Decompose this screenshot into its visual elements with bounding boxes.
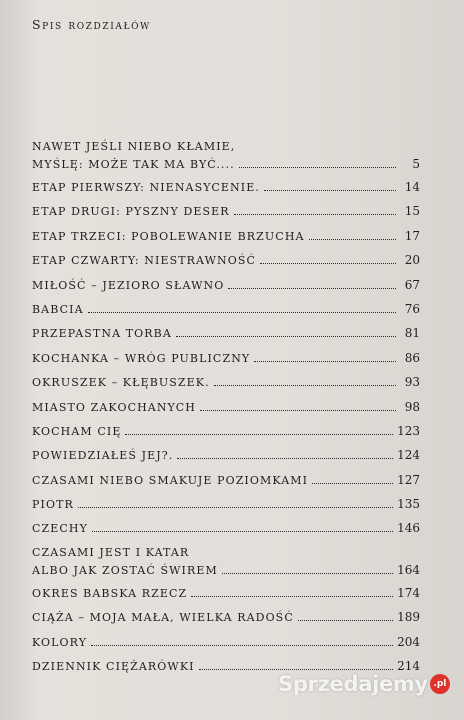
leader-dots: [239, 161, 396, 168]
toc-entry-title: POWIEDZIAŁEŚ JEJ?.: [32, 449, 174, 463]
toc-entry-title: ETAP CZWARTY: NIESTRAWNOŚĆ: [32, 254, 257, 268]
toc-entry: [32, 351, 420, 375]
toc-entry: [32, 610, 420, 634]
toc-entry: [32, 521, 420, 545]
leader-dots: [222, 567, 393, 574]
leader-dots: [176, 330, 396, 337]
watermark-text: Sprzedajemy: [278, 672, 428, 696]
toc-entry-page: 5: [412, 157, 420, 171]
toc-entry: [32, 424, 420, 448]
toc-entry-title: PIOTR: [32, 498, 74, 512]
toc-entry-page: 127: [397, 472, 420, 487]
toc-entry-page: 214: [397, 659, 420, 674]
toc-entry-title: KOCHAM CIĘ: [32, 424, 122, 438]
toc-entry-title: NAWET JEŚLI NIEBO KŁAMIE,: [32, 140, 236, 153]
toc-entry: [32, 180, 420, 204]
leader-dots: [177, 452, 393, 459]
toc-entry: [32, 448, 420, 472]
toc-entry-page: 17: [404, 228, 420, 243]
toc-entry: [32, 586, 420, 610]
toc-entry-title: ETAP DRUGI: PYSZNY DESER: [32, 205, 230, 219]
toc-entry-page: 81: [404, 326, 420, 341]
leader-dots: [91, 639, 393, 646]
toc-entry: [32, 253, 420, 277]
toc-heading: Spis rozdziałów: [32, 17, 151, 32]
leader-dots: [88, 306, 396, 313]
toc-entry-title: OKRES BABSKA RZECZ: [32, 586, 188, 600]
toc-entry: [32, 473, 420, 497]
toc-entry-page: 189: [397, 610, 420, 625]
leader-dots: [254, 355, 396, 362]
toc-entry-page: 86: [404, 350, 420, 365]
leader-dots: [125, 428, 393, 435]
toc-entry: [32, 546, 420, 586]
toc-entry-title: MIASTO ZAKOCHANYCH: [32, 400, 196, 414]
toc-entry-page: 93: [404, 375, 420, 390]
leader-dots: [264, 184, 396, 191]
leader-dots: [298, 614, 393, 621]
toc-entry-page: 174: [397, 585, 420, 600]
toc-entry-page: 146: [397, 521, 420, 536]
toc-entry-title: KOLORY: [32, 635, 88, 649]
toc-entry-title-continued: MYŚLĘ: MOŻE TAK MA BYĆ....: [32, 158, 235, 171]
toc-entry-title: BABCIA: [32, 302, 84, 316]
toc-entry: [32, 326, 420, 350]
toc-entry-title-continued: ALBO JAK ZOSTAĆ ŚWIREM: [32, 563, 218, 577]
toc-entry-page: 15: [404, 204, 420, 219]
leader-dots: [78, 501, 393, 508]
toc-entry-title: ETAP TRZECI: POBOLEWANIE BRZUCHA: [32, 229, 305, 243]
toc-entry: [32, 278, 420, 302]
toc-entry-page: 204: [397, 634, 420, 649]
toc-entry-page: 124: [397, 448, 420, 463]
toc-entry-title: PRZEPASTNA TORBA: [32, 327, 172, 341]
toc-entry: [32, 497, 420, 521]
leader-dots: [92, 525, 393, 532]
toc-entry-page: 135: [397, 497, 420, 512]
toc-entry-title: CZECHY: [32, 522, 88, 536]
toc-entry: [32, 400, 420, 424]
leader-dots: [234, 208, 396, 215]
toc-entry-page: 14: [404, 180, 420, 194]
leader-dots: [200, 404, 396, 411]
toc-entry-title: DZIENNIK CIĘŻARÓWKI: [32, 660, 195, 674]
toc-entry: [32, 204, 420, 228]
leader-dots: [214, 379, 396, 386]
toc-entry: [32, 229, 420, 253]
toc-entry-title: OKRUSZEK – KŁĘBUSZEK.: [32, 376, 210, 390]
watermark-logo: [278, 664, 462, 704]
watermark-badge: .pl: [430, 674, 450, 694]
toc-entry-page: 98: [404, 399, 420, 414]
toc-entry-title: MIŁOŚĆ – JEZIORO SŁAWNO: [32, 278, 225, 292]
toc-entry-page: 164: [397, 562, 420, 577]
leader-dots: [228, 282, 396, 289]
toc-entry-page: 123: [397, 423, 420, 438]
table-of-contents: [32, 140, 420, 683]
toc-entry-title: ETAP PIERWSZY: NIENASYCENIE.: [32, 181, 260, 194]
leader-dots: [309, 233, 396, 240]
toc-entry: [32, 635, 420, 659]
toc-entry-title: CZASAMI NIEBO SMAKUJE POZIOMKAMI: [32, 473, 309, 487]
leader-dots: [191, 590, 393, 597]
toc-entry-page: 67: [404, 277, 420, 292]
toc-entry-title: KOCHANKA – WRÓG PUBLICZNY: [32, 351, 251, 365]
toc-entry-title: CZASAMI JEST I KATAR: [32, 545, 190, 559]
toc-entry-page: 76: [404, 301, 420, 316]
toc-entry: [32, 140, 420, 180]
toc-entry: [32, 375, 420, 399]
toc-entry: [32, 302, 420, 326]
toc-entry-title: CIĄŻA – MOJA MAŁA, WIELKA RADOŚĆ: [32, 611, 294, 625]
leader-dots: [260, 257, 396, 264]
toc-entry-page: 20: [404, 253, 420, 268]
leader-dots: [312, 477, 393, 484]
